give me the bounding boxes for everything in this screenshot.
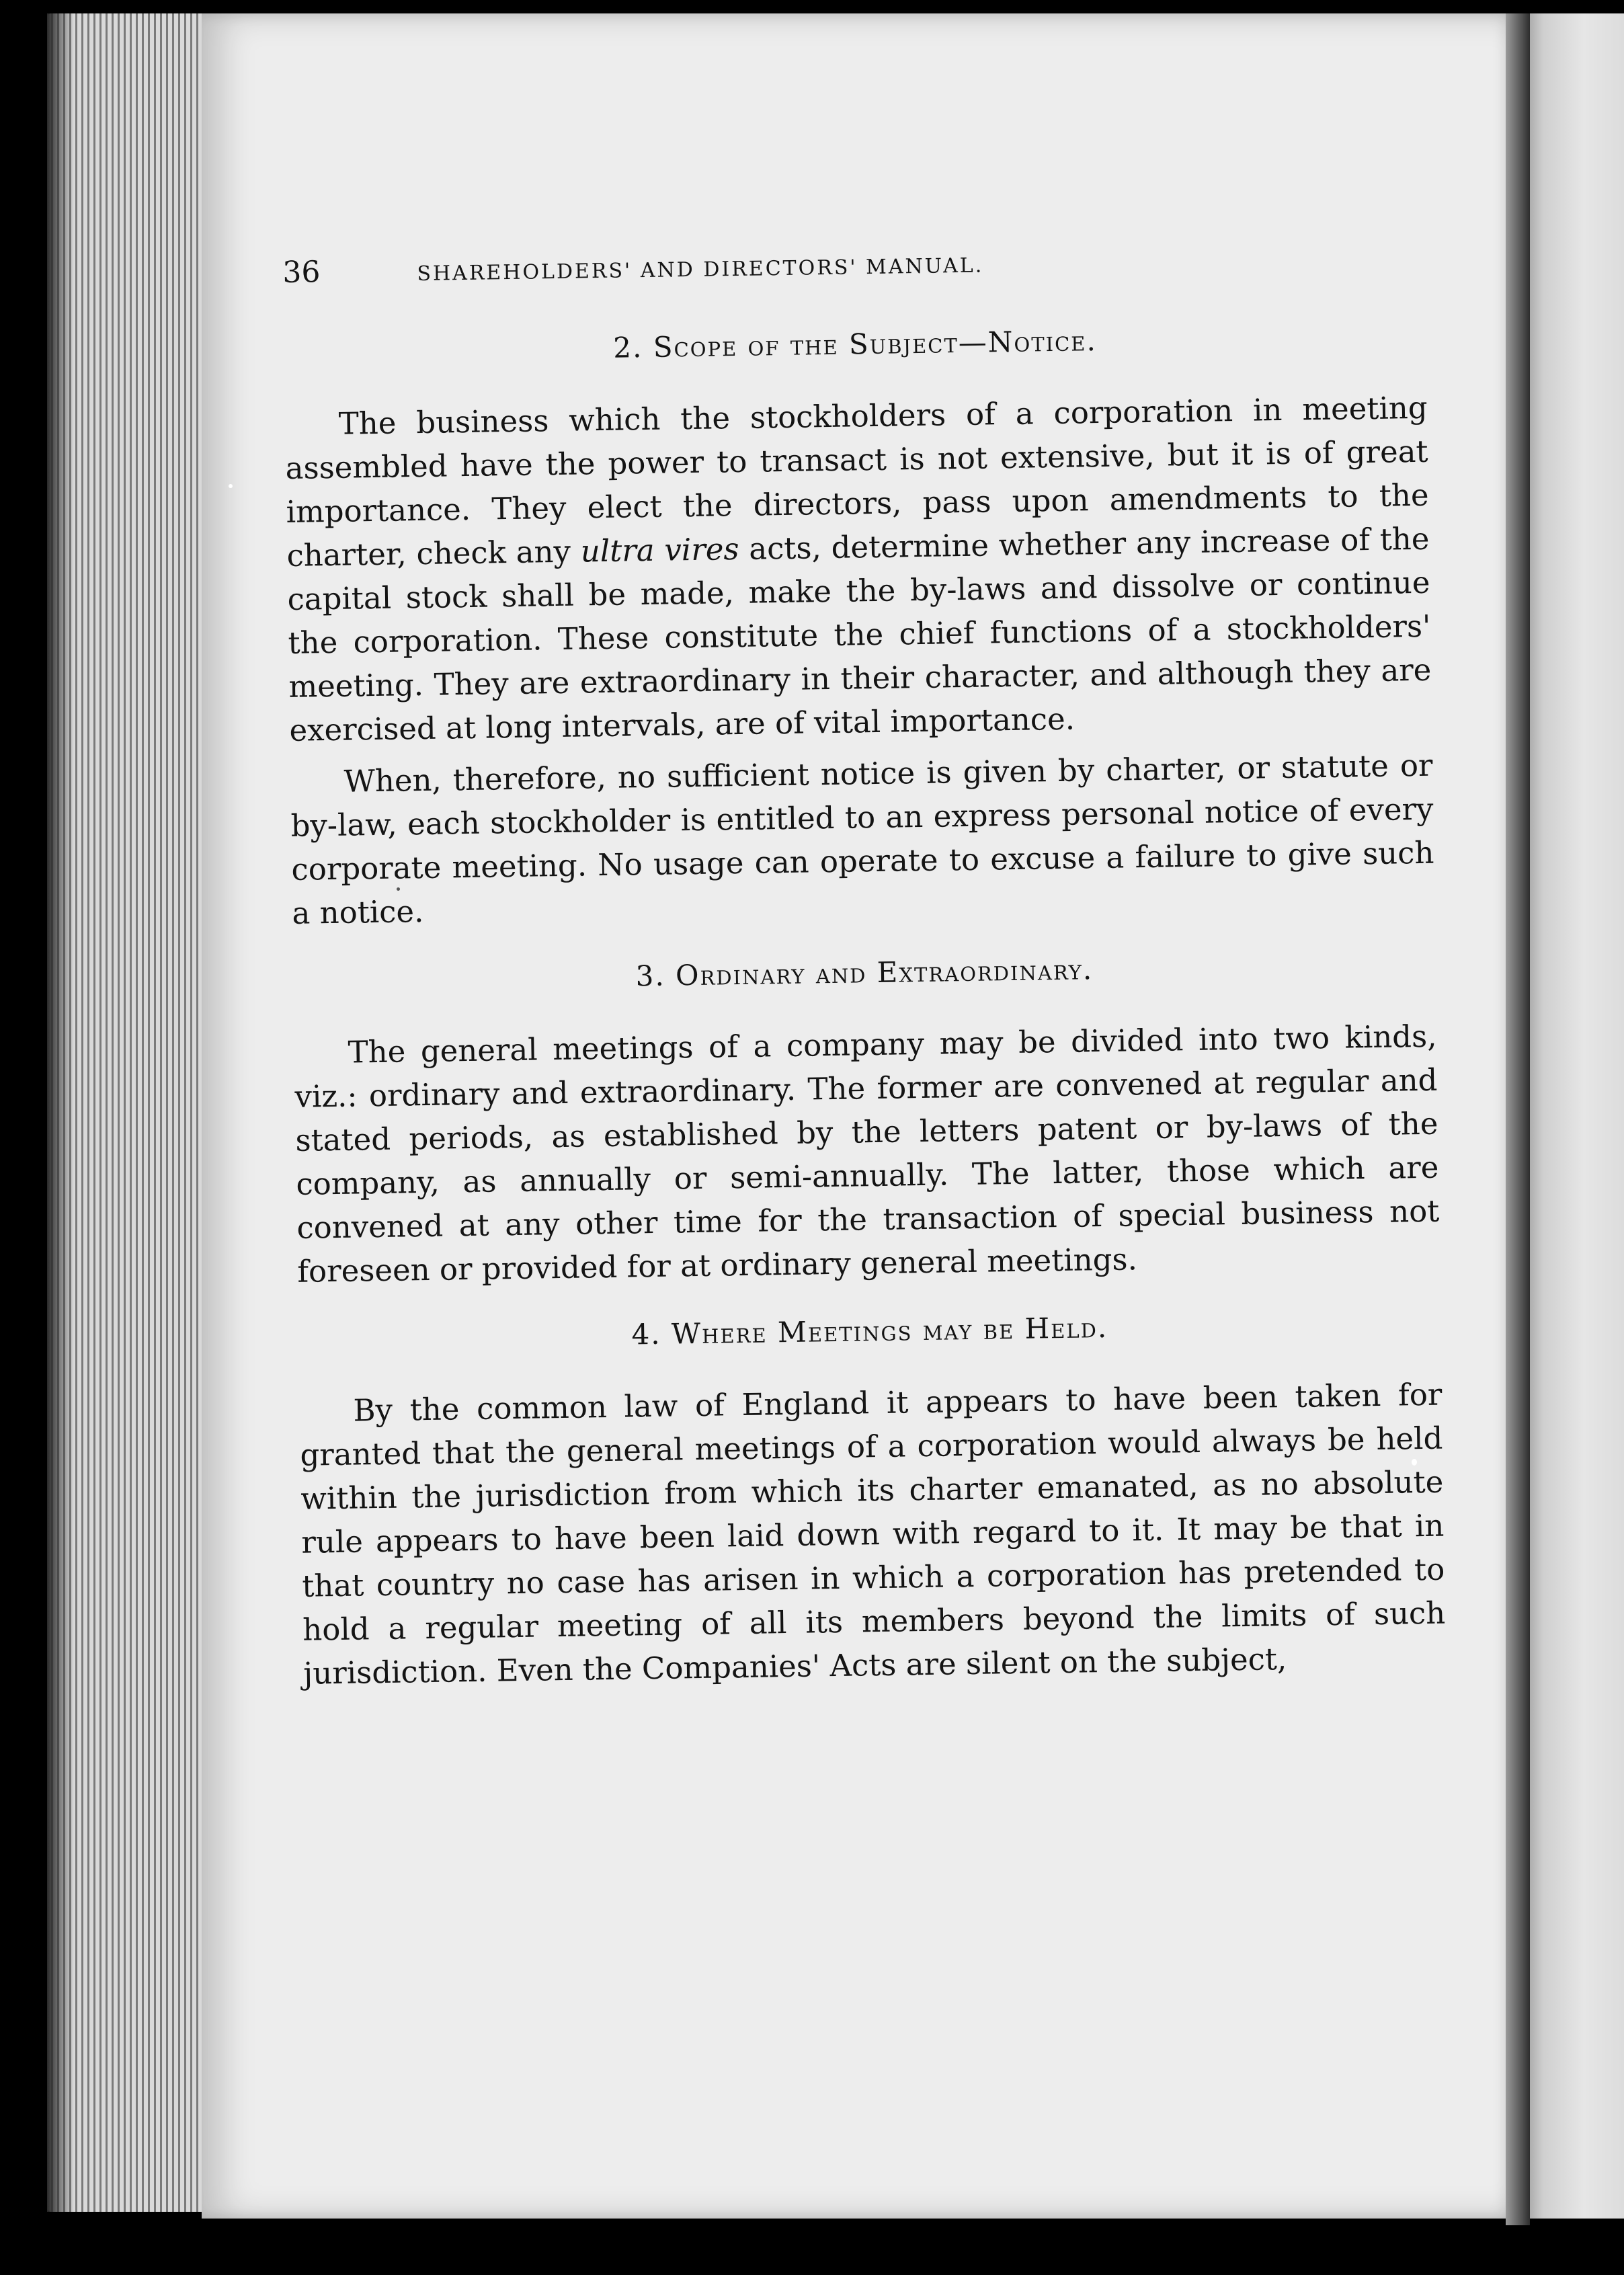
section-scope-notice — [284, 319, 1435, 935]
section-ordinary-extraordinary — [293, 948, 1440, 1293]
paragraph-text: When, therefore, no sufficient notice is given by charter, or statute or by-law, each stockholder is entitled to an express personal notice of every corporate meeting. No usage can operate to excuse a failure to give such a notice. — [290, 747, 1434, 931]
book-gutter — [1506, 13, 1530, 2225]
section-heading: 3. Ordinary and Extraordinary. — [635, 953, 1094, 993]
page-text-block — [282, 239, 1451, 1990]
section-heading: 2. Scope of the Subject—Notice. — [612, 324, 1098, 364]
paragraph — [290, 744, 1435, 935]
paragraph — [294, 1014, 1440, 1293]
paragraph-text: acts, determine whether any increase of the capital stock shall be made, make the by-laws and dissolve or continue the corporation. These constitute the chief functions of a stockholders' meeting. They are extraordinary in their character, and although they are exercised at long intervals, are of vital importance. — [287, 520, 1432, 748]
page-edges-shadow — [47, 13, 74, 2212]
paragraph — [284, 386, 1432, 752]
paragraph-text: The general meetings of a company may be divided into two kinds, viz.: ordinary and extraordinary. The former are convened at regular and stated periods, as established by the letters patent or by-laws of the company, as annually or semi-annually. The latter, those which are convened at any other time for the transaction of special business not foreseen or provided for at ordinary general meetings. — [294, 1018, 1440, 1289]
paragraph-text: By the common law of England it appears to have been taken for granted that the general meetings of a corporation would always be held within the jurisdiction from which its charter emanated, as no absolute rule appears to have been laid down with regard to it. It may be that in that country no case has arisen in which a corporation has pretended to hold a regular meeting of all its members beyond the limits of such jurisdiction. Even the Companies' Acts are silent on the subject, — [300, 1376, 1446, 1691]
paragraph — [299, 1373, 1447, 1695]
section-heading: 4. Where Meetings may be Held. — [631, 1310, 1108, 1351]
page-number: 36 — [282, 255, 321, 290]
running-title: SHAREHOLDERS' AND DIRECTORS' MANUAL. — [417, 253, 984, 286]
facing-page-edge — [1516, 13, 1624, 2219]
paragraph-text: The business which the stockholders of a corporation in meeting assembled have the power to transact is not extensive, but it is of great importance. They elect the directors, pass upon amendments to the charter, check any — [285, 389, 1429, 573]
section-where-meetings-held — [298, 1306, 1447, 1695]
latin-term: ultra vires — [580, 530, 739, 569]
